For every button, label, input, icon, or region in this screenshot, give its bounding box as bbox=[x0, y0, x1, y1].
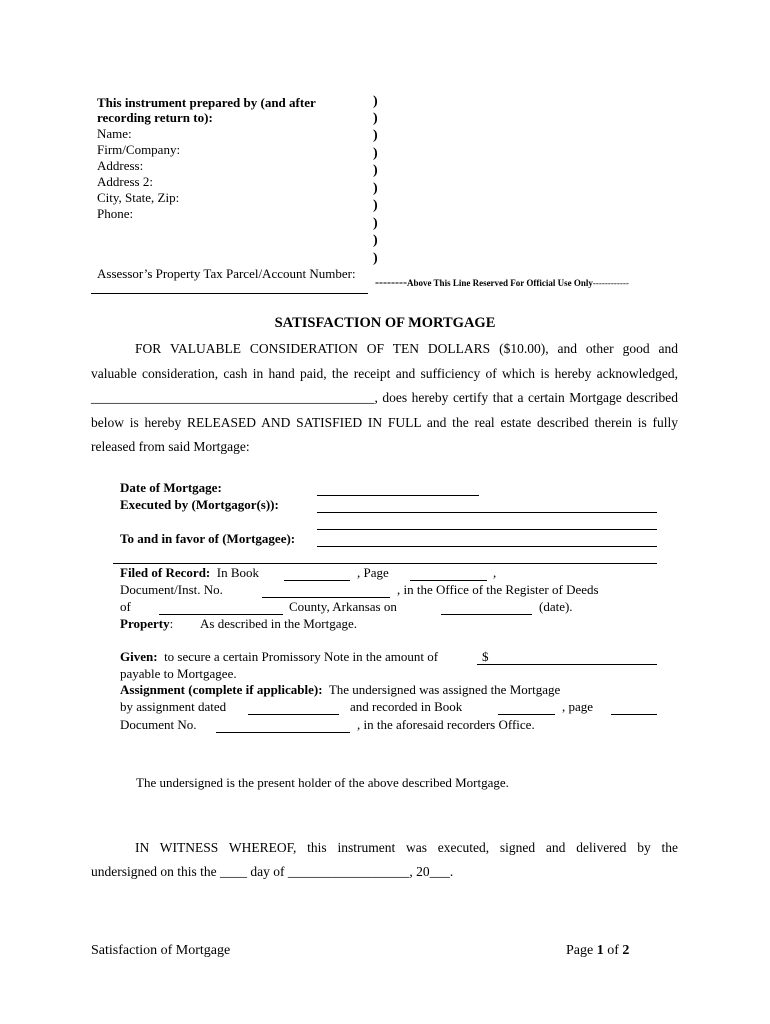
page-number: 1 bbox=[596, 943, 604, 958]
date-of-mortgage-line[interactable] bbox=[317, 495, 479, 496]
parcel-number-line[interactable] bbox=[91, 293, 368, 294]
page-word: Page bbox=[566, 943, 594, 958]
in-book-label: In Book bbox=[216, 565, 260, 580]
paren-6: ) bbox=[373, 181, 378, 196]
body-line-1: FOR VALUABLE CONSIDERATION OF TEN DOLLARS ($10.00), and other good and bbox=[135, 341, 678, 356]
prepared-by-heading-line2: recording return to): bbox=[97, 110, 213, 125]
filed-of-record-label: Filed of Record: bbox=[120, 565, 211, 580]
property-row bbox=[120, 616, 173, 632]
document-title: SATISFACTION OF MORTGAGE bbox=[274, 315, 496, 331]
paren-5: ) bbox=[373, 163, 378, 178]
paren-3: ) bbox=[373, 128, 378, 143]
witness-line-2[interactable]: undersigned on this the ____ day of __________________, 20___. bbox=[91, 864, 454, 879]
amount-line[interactable] bbox=[477, 664, 657, 665]
by-assignment-dated-label: by assignment dated bbox=[120, 699, 227, 714]
reserved-trailing: ------------ bbox=[592, 278, 629, 288]
assignment-label: Assignment (complete if applicable): bbox=[120, 682, 323, 697]
assignment-page-line[interactable] bbox=[611, 714, 657, 715]
book-line[interactable] bbox=[284, 580, 350, 581]
page-comma: , bbox=[493, 565, 497, 580]
payable-text: payable to Mortgagee. bbox=[120, 666, 237, 681]
office-of-register-text: , in the Office of the Register of Deeds bbox=[397, 582, 599, 597]
paren-9: ) bbox=[373, 233, 378, 248]
given-row bbox=[120, 649, 438, 665]
paren-2: ) bbox=[373, 111, 378, 126]
aforesaid-text: , in the aforesaid recorders Office. bbox=[357, 717, 535, 732]
in-favor-of-line[interactable] bbox=[317, 546, 657, 547]
footer-title: Satisfaction of Mortgage bbox=[91, 943, 231, 958]
recorded-date-line[interactable] bbox=[441, 614, 532, 615]
assignment-date-line[interactable] bbox=[248, 714, 339, 715]
filed-of-record-row bbox=[120, 565, 259, 581]
paren-8: ) bbox=[373, 216, 378, 231]
given-label: Given: bbox=[120, 649, 158, 664]
body-line-4: below is hereby RELEASED AND SATISFIED IN FULL and the real estate described therein is fully bbox=[91, 415, 678, 430]
section-separator-line bbox=[113, 563, 657, 564]
address-label: Address: bbox=[97, 158, 144, 173]
paren-10: ) bbox=[373, 251, 378, 266]
document-no-label: Document No. bbox=[120, 717, 197, 732]
document-inst-label: Document/Inst. No. bbox=[120, 582, 223, 597]
executed-by-label: Executed by (Mortgagor(s)): bbox=[120, 497, 279, 512]
reserved-line bbox=[375, 275, 629, 290]
parcel-number-label: Assessor’s Property Tax Parcel/Account Number: bbox=[97, 266, 356, 281]
name-label: Name: bbox=[97, 126, 132, 141]
of-label: of bbox=[120, 599, 131, 614]
firm-label: Firm/Company: bbox=[97, 142, 181, 157]
body-line-2: valuable consideration, cash in hand paid, the receipt and sufficiency of which is hereby acknowledged, bbox=[91, 366, 678, 381]
property-label: Property bbox=[120, 616, 170, 631]
reserved-text: Above This Line Reserved For Official Use Only bbox=[406, 278, 593, 288]
assignment-text: The undersigned was assigned the Mortgage bbox=[328, 682, 561, 697]
assignment-row bbox=[120, 682, 560, 698]
in-favor-of-label: To and in favor of (Mortgagee): bbox=[120, 531, 296, 546]
holder-statement: The undersigned is the present holder of the above described Mortgage. bbox=[136, 775, 509, 790]
paren-4: ) bbox=[373, 146, 378, 161]
page-counter bbox=[566, 943, 629, 959]
paren-1: ) bbox=[373, 94, 378, 109]
city-state-zip-label: City, State, Zip: bbox=[97, 190, 180, 205]
address2-label: Address 2: bbox=[97, 174, 153, 189]
prepared-by-heading-line1: This instrument prepared by (and after bbox=[97, 95, 316, 110]
executed-by-line-2[interactable] bbox=[317, 529, 657, 530]
phone-label: Phone: bbox=[97, 206, 134, 221]
paren-7: ) bbox=[373, 198, 378, 213]
dollar-sign: $ bbox=[482, 649, 489, 664]
page-line[interactable] bbox=[410, 580, 487, 581]
given-text: to secure a certain Promissory Note in the amount of bbox=[164, 649, 439, 664]
county-arkansas-text: County, Arkansas on bbox=[289, 599, 397, 614]
total-pages: 2 bbox=[622, 943, 630, 958]
date-of-mortgage-label: Date of Mortgage: bbox=[120, 480, 222, 495]
property-colon: : bbox=[169, 616, 174, 631]
executed-by-line[interactable] bbox=[317, 512, 657, 513]
document-no-line[interactable] bbox=[216, 732, 350, 733]
date-paren-label: (date). bbox=[539, 599, 573, 614]
document-inst-line[interactable] bbox=[262, 597, 390, 598]
assignment-book-line[interactable] bbox=[498, 714, 555, 715]
witness-line-1: IN WITNESS WHEREOF, this instrument was executed, signed and delivered by the bbox=[135, 840, 678, 855]
reserved-dashes: -------- bbox=[375, 275, 407, 289]
county-line[interactable] bbox=[159, 614, 283, 615]
body-line-3[interactable]: __________________________________________, does hereby certify that a certain Mortgage described bbox=[91, 390, 678, 405]
of-word: of bbox=[607, 943, 619, 958]
page-label: , Page bbox=[357, 565, 389, 580]
assignment-page-label: , page bbox=[562, 699, 594, 714]
recorded-in-book-label: and recorded in Book bbox=[350, 699, 463, 714]
property-value: As described in the Mortgage. bbox=[200, 616, 358, 631]
body-line-5: released from said Mortgage: bbox=[91, 439, 250, 454]
